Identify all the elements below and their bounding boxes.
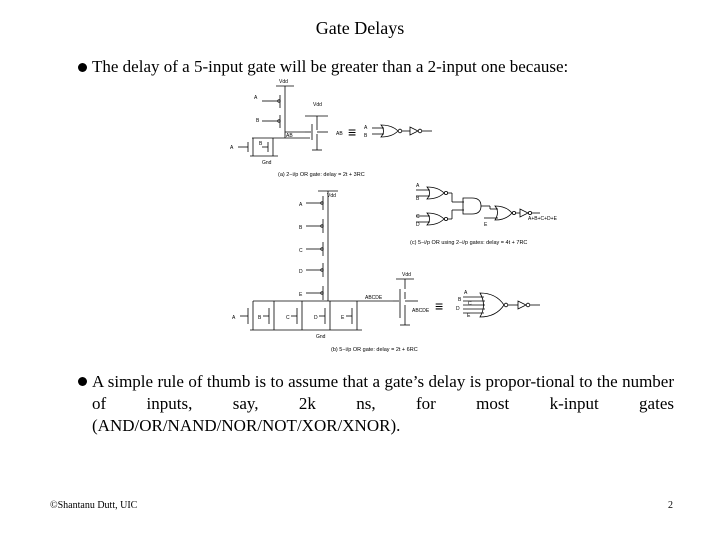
symbol-b-input-b: B	[458, 297, 462, 303]
nor-inverter-symbol-a	[372, 125, 432, 137]
circuit-b-bottom-b: B	[258, 315, 262, 321]
page-title: Gate Delays	[315, 18, 405, 38]
footer-copyright: ©Shantanu Dutt, UIC	[50, 500, 138, 511]
circuit-a-output-label: AB	[336, 131, 343, 137]
circuit-b-input-d: D	[299, 269, 303, 275]
caption-c: (c) 5−i/p OR using 2−i/p gates: delay = 4t + 7RC	[410, 240, 528, 246]
cascade-input-c: C	[416, 214, 420, 220]
equivalence-symbol-a: ≡	[348, 124, 357, 140]
circuit-b-input-c: C	[299, 248, 303, 254]
cascade-input-b: B	[416, 196, 420, 202]
symbol-b-input-c: C	[468, 301, 472, 307]
cascade-input-a: A	[416, 183, 420, 189]
circuit-b-bottom-a: A	[232, 315, 236, 321]
circuit-a-gnd-label: Gnd	[262, 160, 272, 166]
circuit-a-node-label: AB	[286, 133, 293, 139]
caption-b: (b) 5−i/p OR gate: delay = 2t + 6RC	[331, 347, 418, 353]
circuit-a-input-a2: A	[230, 145, 234, 151]
circuit-b-input-e: E	[299, 292, 303, 298]
circuit-5-input-or	[240, 191, 418, 330]
page-number: 2	[668, 500, 673, 511]
symbol-b-input-d: D	[456, 306, 460, 312]
circuit-b-output-label: ABCDE	[412, 308, 430, 314]
circuit-a-input-b2: B	[259, 141, 263, 147]
caption-a: (a) 2−i/p OR gate: delay = 2t + 3RC	[278, 172, 365, 178]
circuit-b-bottom-e: E	[341, 315, 345, 321]
cascade-2-input-gates	[416, 187, 540, 225]
circuit-b-input-b: B	[299, 225, 303, 231]
circuit-2-input-or	[238, 86, 328, 156]
symbol-b-input-a: A	[464, 290, 468, 296]
nor-inverter-symbol-b	[463, 293, 540, 317]
circuit-b-bottom-d: D	[314, 315, 318, 321]
circuit-b-vdd-inverter-label: Vdd	[402, 272, 411, 278]
cascade-input-d: D	[416, 222, 420, 228]
circuit-b-bottom-c: C	[286, 315, 290, 321]
bullet-dot-2	[78, 377, 87, 386]
equivalence-symbol-b: ≡	[435, 298, 444, 314]
bullet-2-text: A simple rule of thumb is to assume that a gate’s delay is propor-tional to the number of inputs, say, 2k ns, for most k-input gates (AND/OR/NAND/NOR/NOT/XOR/XNOR).	[92, 372, 674, 435]
symbol-a-input-b: B	[364, 133, 368, 139]
cascade-input-e: E	[484, 222, 488, 228]
symbol-b-input-e: E	[467, 313, 471, 319]
circuit-b-gnd-label: Gnd	[316, 334, 326, 340]
circuit-b-node-label: ABCDE	[365, 295, 383, 301]
circuit-a-vdd-label: Vdd	[279, 79, 288, 85]
circuit-b-input-a: A	[299, 202, 303, 208]
cascade-output-label: A+B+C+D+E	[528, 216, 557, 222]
circuit-a-vdd-inverter-label: Vdd	[313, 102, 322, 108]
circuit-b-vdd-label: Vdd	[327, 193, 336, 199]
bullet-1-text: The delay of a 5-input gate will be greater than a 2-input one because:	[92, 57, 569, 76]
symbol-a-input-a: A	[364, 125, 368, 131]
circuit-a-input-a: A	[254, 95, 258, 101]
circuit-a-input-b: B	[256, 118, 260, 124]
